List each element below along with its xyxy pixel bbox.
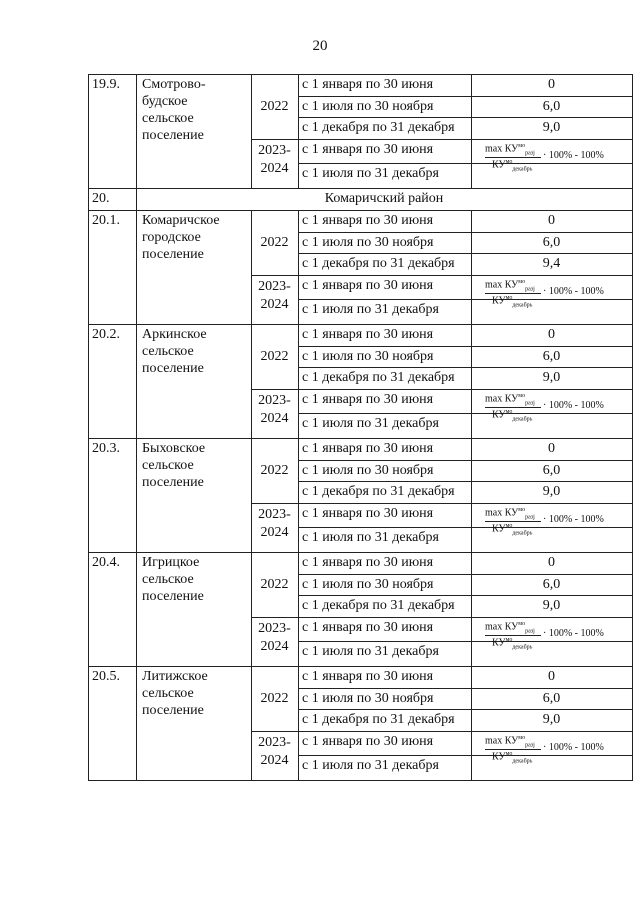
coefficient-value: 6,0 — [542, 463, 561, 478]
year-label: 2023- — [258, 621, 291, 636]
formula-denominator: $КУ^{мо}_{декабрь}$ — [492, 751, 533, 765]
period-label: с 1 июля по 31 декабря — [302, 302, 439, 317]
table-rule-h — [298, 413, 633, 414]
table-rule-v — [88, 210, 89, 325]
year-label: 2023- — [258, 279, 291, 294]
formula-numerator: $\max КУ^{мо}_{разj}$ — [485, 393, 535, 407]
table-rule-h — [298, 367, 633, 368]
page-number: 20 — [312, 38, 328, 54]
period-label: с 1 января по 30 июня — [302, 392, 434, 407]
settlement-name: Комаричское — [142, 213, 220, 228]
settlement-name: поселение — [142, 475, 204, 490]
coefficient-value: 9,4 — [542, 256, 561, 271]
table-rule-v — [298, 324, 299, 439]
table-rule-v — [632, 666, 633, 781]
table-rule-h — [88, 552, 633, 553]
settlement-name: Смотрово- — [142, 77, 206, 92]
row-number: 19.9. — [92, 77, 120, 92]
formula-tail: · 100% - 100% — [543, 628, 604, 639]
period-label: с 1 июля по 31 декабря — [302, 166, 439, 181]
period-label: с 1 января по 30 июня — [302, 506, 434, 521]
row-number: 20.2. — [92, 327, 120, 342]
settlement-name: городское — [142, 230, 201, 245]
table-rule-v — [632, 552, 633, 667]
period-label: с 1 января по 30 июня — [302, 142, 434, 157]
settlement-name: Быховское — [142, 441, 206, 456]
table-rule-v — [136, 324, 137, 439]
period-label: с 1 декабря по 31 декабря — [302, 484, 455, 499]
coefficient-value: 6,0 — [542, 691, 561, 706]
period-label: с 1 июля по 30 ноября — [302, 691, 434, 706]
table-rule-v — [632, 324, 633, 439]
table-rule-h — [298, 755, 633, 756]
table-rule-h — [88, 438, 633, 439]
year-label: 2022 — [260, 691, 289, 706]
period-label: с 1 июля по 31 декабря — [302, 530, 439, 545]
year-label: 2023- — [258, 143, 291, 158]
period-label: с 1 декабря по 31 декабря — [302, 598, 455, 613]
fraction-bar — [485, 407, 541, 408]
period-label: с 1 декабря по 31 декабря — [302, 120, 455, 135]
year-label: 2024 — [260, 411, 289, 426]
coefficient-value: 9,0 — [542, 484, 561, 499]
table-rule-h — [298, 688, 633, 689]
row-number: 20.1. — [92, 213, 120, 228]
table-rule-v — [632, 210, 633, 325]
table-rule-h — [298, 117, 633, 118]
table-rule-h — [251, 389, 633, 390]
settlement-name: поселение — [142, 247, 204, 262]
table-rule-v — [136, 666, 137, 781]
table-rule-h — [298, 527, 633, 528]
year-label: 2024 — [260, 753, 289, 768]
period-label: с 1 декабря по 31 декабря — [302, 256, 455, 271]
period-label: с 1 января по 30 июня — [302, 77, 434, 92]
table-rule-h — [251, 617, 633, 618]
formula-numerator: $\max КУ^{мо}_{разj}$ — [485, 621, 535, 635]
table-rule-h — [88, 188, 633, 189]
settlement-name: сельское — [142, 458, 194, 473]
coefficient-value: 0 — [548, 77, 555, 92]
table-rule-v — [136, 552, 137, 667]
year-label: 2022 — [260, 349, 289, 364]
table-rule-h — [298, 232, 633, 233]
table-rule-h — [298, 574, 633, 575]
formula-denominator: $КУ^{мо}_{декабрь}$ — [492, 637, 533, 651]
table-rule-h — [88, 666, 633, 667]
period-label: с 1 января по 30 июня — [302, 327, 434, 342]
coefficient-value: 9,0 — [542, 370, 561, 385]
formula-numerator: $\max КУ^{мо}_{разj}$ — [485, 507, 535, 521]
formula-tail: · 100% - 100% — [543, 150, 604, 161]
settlement-name: будское — [142, 94, 188, 109]
table-rule-v — [88, 552, 89, 667]
table-rule-v — [632, 438, 633, 553]
fraction-bar — [485, 635, 541, 636]
year-label: 2022 — [260, 99, 289, 114]
table-rule-v — [88, 324, 89, 439]
table-rule-h — [251, 503, 633, 504]
fraction-bar — [485, 749, 541, 750]
table-rule-h — [298, 641, 633, 642]
period-label: с 1 января по 30 июня — [302, 278, 434, 293]
period-label: с 1 июля по 30 ноября — [302, 349, 434, 364]
settlement-name: поселение — [142, 128, 204, 143]
row-number: 20.4. — [92, 555, 120, 570]
table-rule-h — [298, 709, 633, 710]
fraction-bar — [485, 293, 541, 294]
settlement-name: Аркинское — [142, 327, 207, 342]
period-label: с 1 июля по 30 ноября — [302, 463, 434, 478]
period-label: с 1 декабря по 31 декабря — [302, 712, 455, 727]
settlement-name: Литижское — [142, 669, 208, 684]
formula-tail: · 100% - 100% — [543, 742, 604, 753]
year-label: 2022 — [260, 463, 289, 478]
period-label: с 1 июля по 30 ноября — [302, 235, 434, 250]
period-label: с 1 июля по 31 декабря — [302, 416, 439, 431]
coefficient-value: 6,0 — [542, 349, 561, 364]
year-label: 2024 — [260, 161, 289, 176]
formula-tail: · 100% - 100% — [543, 400, 604, 411]
period-label: с 1 июля по 30 ноября — [302, 577, 434, 592]
period-label: с 1 января по 30 июня — [302, 213, 434, 228]
period-label: с 1 декабря по 31 декабря — [302, 370, 455, 385]
year-label: 2023- — [258, 507, 291, 522]
coefficient-value: 0 — [548, 327, 555, 342]
year-label: 2024 — [260, 639, 289, 654]
table-rule-h — [298, 299, 633, 300]
coefficient-value: 0 — [548, 555, 555, 570]
row-number: 20.3. — [92, 441, 120, 456]
table-rule-v — [298, 552, 299, 667]
formula-numerator: $\max КУ^{мо}_{разj}$ — [485, 279, 535, 293]
coefficient-value: 6,0 — [542, 577, 561, 592]
period-label: с 1 июля по 31 декабря — [302, 758, 439, 773]
coefficient-value: 9,0 — [542, 598, 561, 613]
table-rule-h — [298, 96, 633, 97]
row-number: 20. — [92, 191, 110, 206]
table-rule-h — [298, 253, 633, 254]
settlement-name: поселение — [142, 589, 204, 604]
year-label: 2023- — [258, 393, 291, 408]
table-rule-v — [298, 210, 299, 325]
year-label: 2022 — [260, 577, 289, 592]
table-rule-v — [136, 438, 137, 553]
table-rule-v — [88, 438, 89, 553]
table-rule-v — [136, 210, 137, 325]
row-number: 20.5. — [92, 669, 120, 684]
table-rule-h — [251, 731, 633, 732]
formula-tail: · 100% - 100% — [543, 514, 604, 525]
district-name: Комаричский район — [324, 191, 444, 206]
table-rule-v — [632, 74, 633, 189]
table-rule-v — [298, 74, 299, 189]
fraction-bar — [485, 157, 541, 158]
coefficient-value: 6,0 — [542, 99, 561, 114]
period-label: с 1 января по 30 июня — [302, 734, 434, 749]
table-rule-h — [298, 595, 633, 596]
table-rule-h — [298, 346, 633, 347]
period-label: с 1 января по 30 июня — [302, 441, 434, 456]
formula-denominator: $КУ^{мо}_{декабрь}$ — [492, 295, 533, 309]
table-rule-v — [136, 74, 137, 189]
year-label: 2023- — [258, 735, 291, 750]
table-rule-h — [251, 275, 633, 276]
table-rule-v — [298, 438, 299, 553]
formula-denominator: $КУ^{мо}_{декабрь}$ — [492, 159, 533, 173]
table-rule-h — [298, 460, 633, 461]
formula-tail: · 100% - 100% — [543, 286, 604, 297]
period-label: с 1 июля по 31 декабря — [302, 644, 439, 659]
table-rule-v — [632, 188, 633, 211]
year-label: 2024 — [260, 297, 289, 312]
table-rule-h — [88, 324, 633, 325]
coefficient-value: 9,0 — [542, 120, 561, 135]
settlement-name: сельское — [142, 111, 194, 126]
period-label: с 1 января по 30 июня — [302, 555, 434, 570]
table-rule-v — [88, 666, 89, 781]
table-rule-v — [88, 74, 89, 189]
formula-numerator: $\max КУ^{мо}_{разj}$ — [485, 143, 535, 157]
settlement-name: поселение — [142, 361, 204, 376]
table-rule-h — [88, 74, 633, 75]
table-rule-h — [88, 210, 633, 211]
period-label: с 1 января по 30 июня — [302, 620, 434, 635]
settlement-name: сельское — [142, 572, 194, 587]
coefficient-value: 0 — [548, 213, 555, 228]
table-rule-v — [88, 188, 89, 211]
period-label: с 1 января по 30 июня — [302, 669, 434, 684]
table-rule-h — [88, 780, 633, 781]
fraction-bar — [485, 521, 541, 522]
coefficient-value: 0 — [548, 441, 555, 456]
settlement-name: сельское — [142, 686, 194, 701]
coefficient-value: 6,0 — [542, 235, 561, 250]
settlement-name: поселение — [142, 703, 204, 718]
year-label: 2022 — [260, 235, 289, 250]
table-rule-v — [298, 666, 299, 781]
table-rule-h — [298, 481, 633, 482]
settlement-name: сельское — [142, 344, 194, 359]
year-label: 2024 — [260, 525, 289, 540]
formula-denominator: $КУ^{мо}_{декабрь}$ — [492, 523, 533, 537]
settlement-name: Игрицкое — [142, 555, 200, 570]
table-rule-h — [298, 163, 633, 164]
coefficient-value: 0 — [548, 669, 555, 684]
formula-numerator: $\max КУ^{мо}_{разj}$ — [485, 735, 535, 749]
formula-denominator: $КУ^{мо}_{декабрь}$ — [492, 409, 533, 423]
table-rule-h — [251, 139, 633, 140]
coefficient-value: 9,0 — [542, 712, 561, 727]
period-label: с 1 июля по 30 ноября — [302, 99, 434, 114]
